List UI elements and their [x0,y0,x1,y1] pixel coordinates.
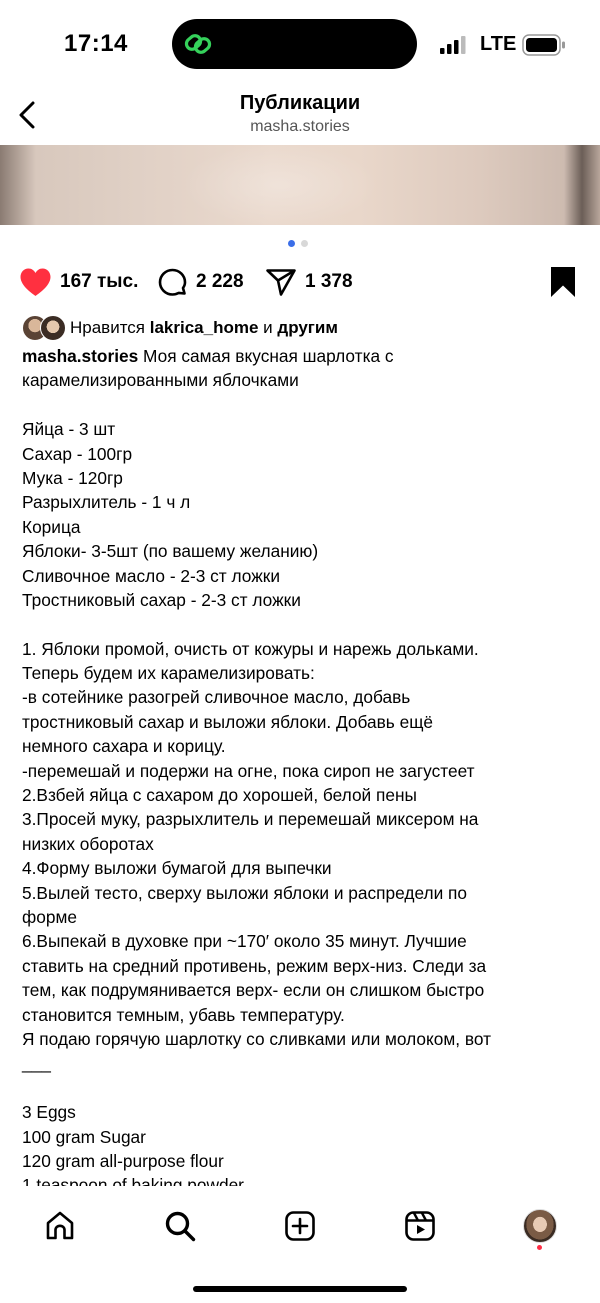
search-icon [164,1210,196,1242]
share-button[interactable] [265,262,353,302]
bookmark-icon[interactable] [549,266,577,298]
link-icon [182,28,214,60]
home-indicator [193,1286,407,1292]
status-time: 17:14 [64,30,128,57]
caption-line: 3.Просей муку, разрыхлитель и перемешай миксером на [22,809,479,830]
page-title: Публикации [239,92,361,114]
carousel-indicator [288,240,312,248]
liked-by-prefix: Нравится [70,318,146,337]
caption-line: 5.Вылей тесто, сверху выложи яблоки и распредели по [22,882,467,903]
caption-line: -перемешай и подержи на огне, пока сироп не загустеет [22,760,475,781]
caption-line: Сахар - 100гр [22,443,133,464]
carousel-dot-active [288,240,295,247]
page-header [0,88,600,144]
heart-icon [19,267,52,297]
dynamic-island [172,19,417,69]
shares-count: 1 378 [305,271,353,292]
like-button[interactable] [19,262,138,302]
nav-reels[interactable] [400,1206,440,1246]
liker-avatars [22,315,66,341]
home-icon [44,1210,76,1242]
nav-profile[interactable] [520,1206,560,1246]
nav-home[interactable] [40,1206,80,1246]
comment-icon [157,267,188,298]
send-icon [265,267,297,297]
status-bar [0,0,600,90]
caption-line: Сливочное масло - 2-3 ст ложки [22,565,280,586]
post-actions [0,262,600,302]
liked-by-user[interactable]: lakrica_home [149,318,259,337]
caption-blank-line [22,612,582,636]
create-icon [284,1210,316,1242]
caption-line: Теперь будем их карамелизировать: [22,663,315,684]
caption-line: тростниковый сахар и выложи яблоки. Добавь ещё [22,711,434,732]
caption-line: Яблоки- 3-5шт (по вашему желанию) [22,541,319,562]
bottom-nav [0,1186,600,1303]
profile-avatar [523,1209,557,1243]
caption-line: немного сахара и корицу. [22,736,226,757]
caption-line: 2.Взбей яйца с сахаром до хорошей, белой пены [22,785,417,806]
nav-create[interactable] [280,1206,320,1246]
liked-by-others[interactable]: другим [277,318,338,337]
caption-body [22,368,582,1197]
liked-by-line[interactable] [22,313,338,343]
nav-search[interactable] [160,1206,200,1246]
caption-blank-line [22,1076,582,1100]
caption-first-line [22,344,582,368]
post-caption [22,344,582,1198]
caption-line: форме [22,906,77,927]
caption-line: 4.Форму выложи бумагой для выпечки [22,858,332,879]
caption-line: Яйца - 3 шт [22,419,116,440]
battery-icon [522,34,566,56]
comments-count: 2 228 [196,271,244,292]
caption-username[interactable]: masha.stories [22,346,139,366]
caption-line: ставить на средний противень, режим верх-низ. Следи за [22,955,487,976]
notification-dot [537,1245,542,1250]
comment-button[interactable] [157,262,244,302]
caption-line: Корица [22,516,81,537]
caption-blank-line [22,393,582,417]
caption-line: тем, как подрумянивается верх- если он слишком быстро [22,980,485,1001]
caption-line: 1. Яблоки промой, очисть от кожуры и нарежь дольками. [22,638,479,659]
caption-line: Мука - 120гр [22,467,123,488]
likes-count: 167 тыс. [60,271,139,292]
carousel-dot [301,240,308,247]
caption-line: ___ [22,1053,51,1074]
post-image[interactable] [0,145,600,225]
caption-line: становится темным, убавь температуру. [22,1004,345,1025]
liked-by-conjunction: и [263,318,273,337]
network-label: LTE [480,33,517,55]
caption-line: 120 gram all-purpose flour [22,1150,224,1171]
caption-text: Моя самая вкусная шарлотка с [143,346,394,366]
caption-line: карамелизированными яблочками [22,370,299,391]
caption-line: низких оборотах [22,833,154,854]
caption-line: Разрыхлитель - 1 ч л [22,492,191,513]
reels-icon [404,1210,436,1242]
caption-line: Тростниковый сахар - 2-3 ст ложки [22,589,301,610]
avatar [40,315,66,341]
caption-line: 6.Выпекай в духовке при ~170′ около 35 минут. Лучшие [22,931,467,952]
caption-line: 100 gram Sugar [22,1126,146,1147]
page-subtitle[interactable]: masha.stories [250,118,350,135]
caption-line: 3 Eggs [22,1102,76,1123]
caption-line: -в сотейнике разогрей сливочное масло, добавь [22,687,411,708]
signal-icon [440,36,468,54]
caption-line: Я подаю горячую шарлотку со сливками или молоком, вот [22,1028,492,1049]
